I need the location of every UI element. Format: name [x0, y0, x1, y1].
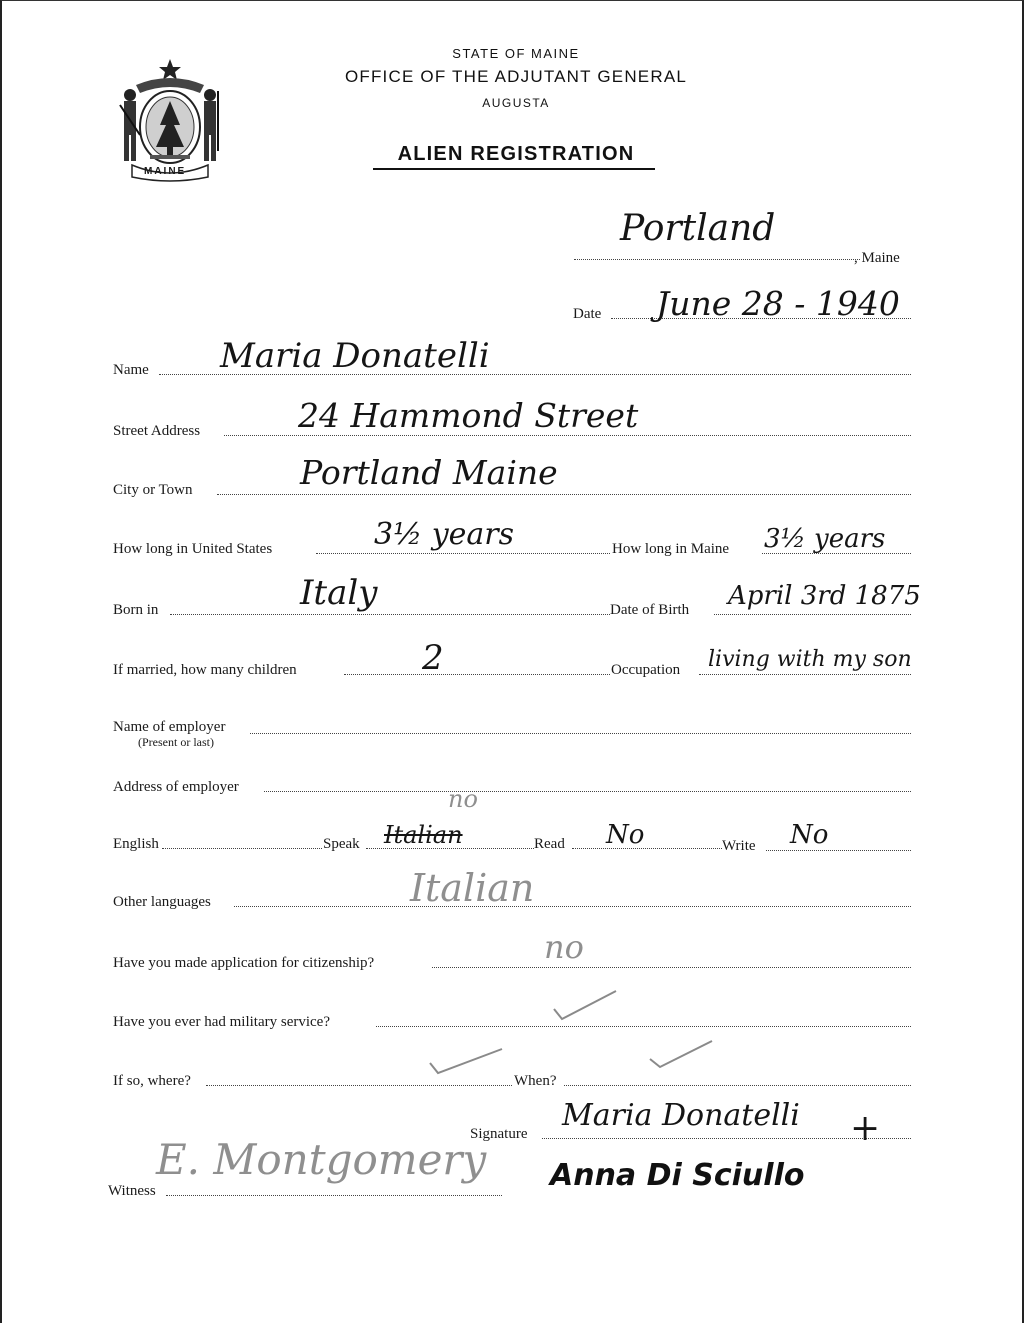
- date-value: June 28 - 1940: [656, 284, 900, 323]
- street-value: 24 Hammond Street: [298, 396, 639, 435]
- citizenship-value: no: [544, 928, 584, 966]
- street-line: [224, 435, 911, 436]
- witness-2-value: Anna Di Sciullo: [550, 1158, 805, 1193]
- speak-struck-value: Italian: [384, 821, 463, 849]
- speak-value: no: [448, 785, 478, 813]
- date-of-birth-label: Date of Birth: [610, 602, 690, 618]
- city-header-value: Portland: [620, 208, 776, 249]
- signature-value: Maria Donatelli: [562, 1098, 800, 1133]
- military-line: [376, 1026, 911, 1027]
- maine-label: , Maine: [854, 250, 900, 266]
- office-heading: OFFICE OF THE ADJUTANT GENERAL: [344, 67, 688, 86]
- other-languages-line: [234, 906, 911, 907]
- witness-value: E. Montgomery: [156, 1135, 487, 1184]
- employer-name-label: Name of employer: [113, 719, 226, 735]
- city-heading: AUGUSTA: [482, 96, 550, 110]
- occupation-label: Occupation: [611, 662, 681, 678]
- english-line: [162, 848, 322, 849]
- state-heading: STATE OF MAINE: [452, 46, 580, 61]
- name-label: Name: [113, 362, 149, 378]
- children-value: 2: [422, 638, 444, 678]
- street-label: Street Address: [113, 423, 201, 439]
- other-languages-label: Other languages: [113, 894, 211, 910]
- signature-mark: +: [850, 1108, 881, 1149]
- seal-banner-text: MAINE: [144, 166, 187, 177]
- how-long-us-label: How long in United States: [113, 541, 273, 557]
- born-in-label: Born in: [113, 602, 159, 618]
- title-underline: [373, 168, 655, 170]
- city-header-line: [574, 259, 860, 260]
- write-value: No: [790, 820, 829, 850]
- employer-address-label: Address of employer: [113, 779, 239, 795]
- speak-label: Speak: [323, 836, 360, 852]
- how-long-us-value: 3½ years: [374, 517, 515, 552]
- how-long-maine-value: 3½ years: [764, 524, 886, 554]
- name-value: Maria Donatelli: [220, 336, 490, 376]
- read-label: Read: [534, 836, 565, 852]
- read-line: [572, 848, 722, 849]
- other-languages-value: Italian: [410, 866, 535, 910]
- occupation-line: [699, 674, 911, 675]
- city-line: [217, 494, 911, 495]
- when-line: [564, 1085, 911, 1086]
- employer-name-line: [250, 733, 911, 734]
- date-of-birth-line: [714, 614, 911, 615]
- how-long-maine-label: How long in Maine: [612, 541, 730, 557]
- employer-address-line: [264, 791, 911, 792]
- signature-label: Signature: [470, 1126, 528, 1142]
- checkmark-icon: [550, 987, 620, 1023]
- write-label: Write: [722, 838, 756, 854]
- english-label: English: [113, 836, 159, 852]
- date-of-birth-value: April 3rd 1875: [728, 581, 921, 611]
- checkmark-icon: [646, 1037, 716, 1071]
- citizenship-label: Have you made application for citizenship?: [113, 955, 375, 971]
- city-value: Portland Maine: [300, 453, 558, 492]
- form-title: ALIEN REGISTRATION: [397, 143, 635, 165]
- witness-line: [166, 1195, 502, 1196]
- date-label: Date: [573, 306, 602, 322]
- children-line: [344, 674, 610, 675]
- where-label: If so, where?: [113, 1073, 191, 1089]
- witness-label: Witness: [108, 1183, 156, 1199]
- children-label: If married, how many children: [113, 662, 297, 678]
- read-value: No: [606, 820, 645, 850]
- military-label: Have you ever had military service?: [113, 1014, 330, 1030]
- how-long-us-line: [316, 553, 610, 554]
- city-label: City or Town: [113, 482, 193, 498]
- write-line: [766, 850, 911, 851]
- occupation-value: living with my son: [708, 647, 912, 672]
- where-line: [206, 1085, 512, 1086]
- checkmark-icon: [426, 1045, 506, 1079]
- born-in-line: [170, 614, 610, 615]
- when-label: When?: [514, 1073, 557, 1089]
- born-in-value: Italy: [300, 573, 378, 613]
- employer-name-sublabel: (Present or last): [138, 735, 214, 749]
- citizenship-line: [432, 967, 911, 968]
